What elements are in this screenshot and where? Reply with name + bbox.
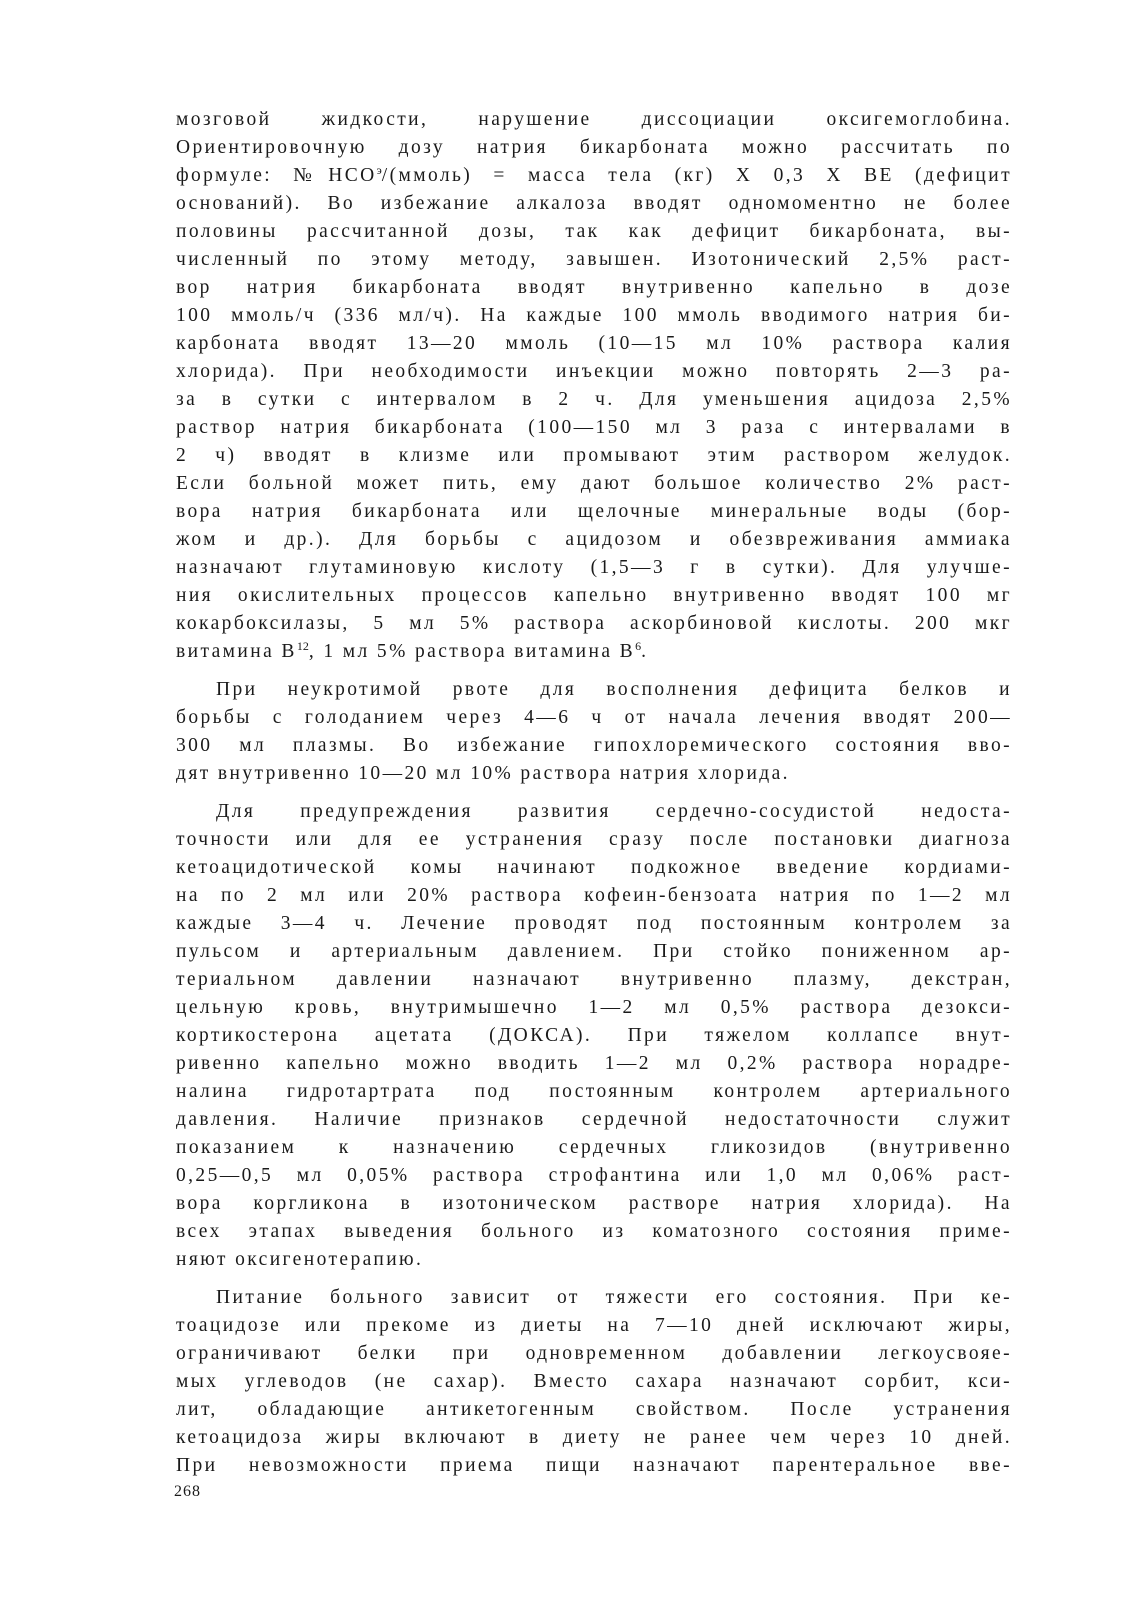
- text-line: налина гидротартрата под постоянным контролем артериального: [176, 1081, 1012, 1102]
- text-line: всех этапах выведения больного из коматозного состояния приме-: [176, 1221, 1012, 1242]
- b12-superscript: 12: [296, 639, 309, 653]
- text-line: Ориентировочную дозу натрия бикарбоната можно рассчитать по: [176, 137, 1012, 158]
- text-line: точности или для ее устранения сразу после постановки диагноза: [176, 829, 1012, 850]
- text-line: карбоната вводят 13—20 ммоль (10—15 мл 10% раствора калия: [176, 333, 1012, 354]
- text-line: териальном давлении назначают внутривенно плазму, декстран,: [176, 969, 1012, 990]
- text-line: за в сутки с интервалом в 2 ч. Для уменьшения ацидоза 2,5%: [176, 389, 1012, 410]
- text-line: мозговой жидкости, нарушение диссоциации оксигемоглобина.: [176, 109, 1012, 130]
- text-line: каждые 3—4 ч. Лечение проводят под постоянным контролем за: [176, 913, 1012, 934]
- text-line: ограничивают белки при одновременном добавлении легкоусвояе-: [176, 1343, 1012, 1364]
- text-line: вора натрия бикарбоната или щелочные минеральные воды (бор-: [176, 501, 1012, 522]
- paragraph-3: [176, 798, 1012, 1274]
- text-line: вора коргликона в изотоническом растворе натрия хлорида). На: [176, 1193, 1012, 1214]
- text-line: численный по этому методу, завышен. Изотонический 2,5% раст-: [176, 249, 1012, 270]
- text-line: Если больной может пить, ему дают большое количество 2% раст-: [176, 473, 1012, 494]
- text-line: вор натрия бикарбоната вводят внутривенно капельно в дозе: [176, 277, 1012, 298]
- formula-superscript: э: [376, 163, 382, 177]
- text-line: половины рассчитанной дозы, так как дефицит бикарбоната, вы-: [176, 221, 1012, 242]
- text-line: борьбы с голоданием через 4—6 ч от начала лечения вводят 200—: [176, 707, 1012, 728]
- text-line: кетоацидотической комы начинают подкожное введение кордиами-: [176, 857, 1012, 878]
- text-line: кокарбоксилазы, 5 мл 5% раствора аскорбиновой кислоты. 200 мкг: [176, 613, 1012, 634]
- text-line: 2 ч) вводят в клизме или промывают этим раствором желудок.: [176, 445, 1012, 466]
- paragraph-1: [176, 106, 1012, 666]
- text-line: 300 мл плазмы. Во избежание гипохлоремического состояния вво-: [176, 735, 1012, 756]
- text-line: хлорида). При необходимости инъекции можно повторять 2—3 ра-: [176, 361, 1012, 382]
- text-line: жом и др.). Для борьбы с ацидозом и обезвреживания аммиака: [176, 529, 1012, 550]
- text-line: ния окислительных процессов капельно внутривенно вводят 100 мг: [176, 585, 1012, 606]
- text-line: 100 ммоль/ч (336 мл/ч). На каждые 100 ммоль вводимого натрия би-: [176, 305, 1012, 326]
- text-line: раствор натрия бикарбоната (100—150 мл 3 раза с интервалами в: [176, 417, 1012, 438]
- text-line: кортикостерона ацетата (ДОКСА). При тяжелом коллапсе внут-: [176, 1025, 1012, 1046]
- text-line: няют оксигенотерапию.: [176, 1249, 424, 1270]
- text-line: кетоацидоза жиры включают в диету не ранее чем через 10 дней.: [176, 1427, 1012, 1448]
- text-line: мых углеводов (не сахар). Вместо сахара назначают сорбит, кси-: [176, 1371, 1012, 1392]
- vitamin-mid: , 1 мл 5% раствора витамина B: [308, 641, 636, 662]
- text-line: дят внутривенно 10—20 мл 10% раствора натрия хлорида.: [176, 763, 790, 784]
- b6-superscript: 6: [635, 639, 642, 653]
- text-line: цельную кровь, внутримышечно 1—2 мл 0,5% раствора дезокси-: [176, 997, 1012, 1018]
- text-line: При неукротимой рвоте для восполнения дефицита белков и: [216, 679, 1012, 700]
- text-line: показанием к назначению сердечных гликозидов (внутривенно: [176, 1137, 1012, 1158]
- formula-start: формуле: №HCO: [176, 165, 377, 186]
- text-line: давления. Наличие признаков сердечной недостаточности служит: [176, 1109, 1012, 1130]
- vitamin-line: [176, 638, 1012, 666]
- text-line: Питание больного зависит от тяжести его состояния. При ке-: [216, 1287, 1012, 1308]
- text-line: тоацидозе или прекоме из диеты на 7—10 дней исключают жиры,: [176, 1315, 1012, 1336]
- text-line: Для предупреждения развития сердечно-сосудистой недоста-: [216, 801, 1012, 822]
- text-line: оснований). Во избежание алкалоза вводят одномоментно не более: [176, 193, 1012, 214]
- text-line: ривенно капельно можно вводить 1—2 мл 0,2% раствора норадре-: [176, 1053, 1012, 1074]
- text-line: на по 2 мл или 20% раствора кофеин-бензоата натрия по 1—2 мл: [176, 885, 1012, 906]
- text-line: пульсом и артериальным давлением. При стойко пониженном ар-: [176, 941, 1012, 962]
- vitamin-end: .: [641, 641, 649, 662]
- paragraph-4: [176, 1284, 1012, 1480]
- text-line: При невозможности приема пищи назначают парентеральное вве-: [176, 1455, 1012, 1476]
- body-text: [176, 106, 1012, 1490]
- vitamin-start: витамина B: [176, 641, 297, 662]
- text-line: лит, обладающие антикетогенным свойством. После устранения: [176, 1399, 1012, 1420]
- formula-rest: /(ммоль) = масса тела (кг) X 0,3 X BE (дефицит: [381, 165, 1012, 186]
- text-line: 0,25—0,5 мл 0,05% раствора строфантина или 1,0 мл 0,06% раст-: [176, 1165, 1012, 1186]
- formula-line: [176, 162, 1012, 190]
- page-number: 268: [174, 1483, 201, 1500]
- paragraph-2: [176, 676, 1012, 788]
- text-line: назначают глутаминовую кислоту (1,5—3 г в сутки). Для улучше-: [176, 557, 1012, 578]
